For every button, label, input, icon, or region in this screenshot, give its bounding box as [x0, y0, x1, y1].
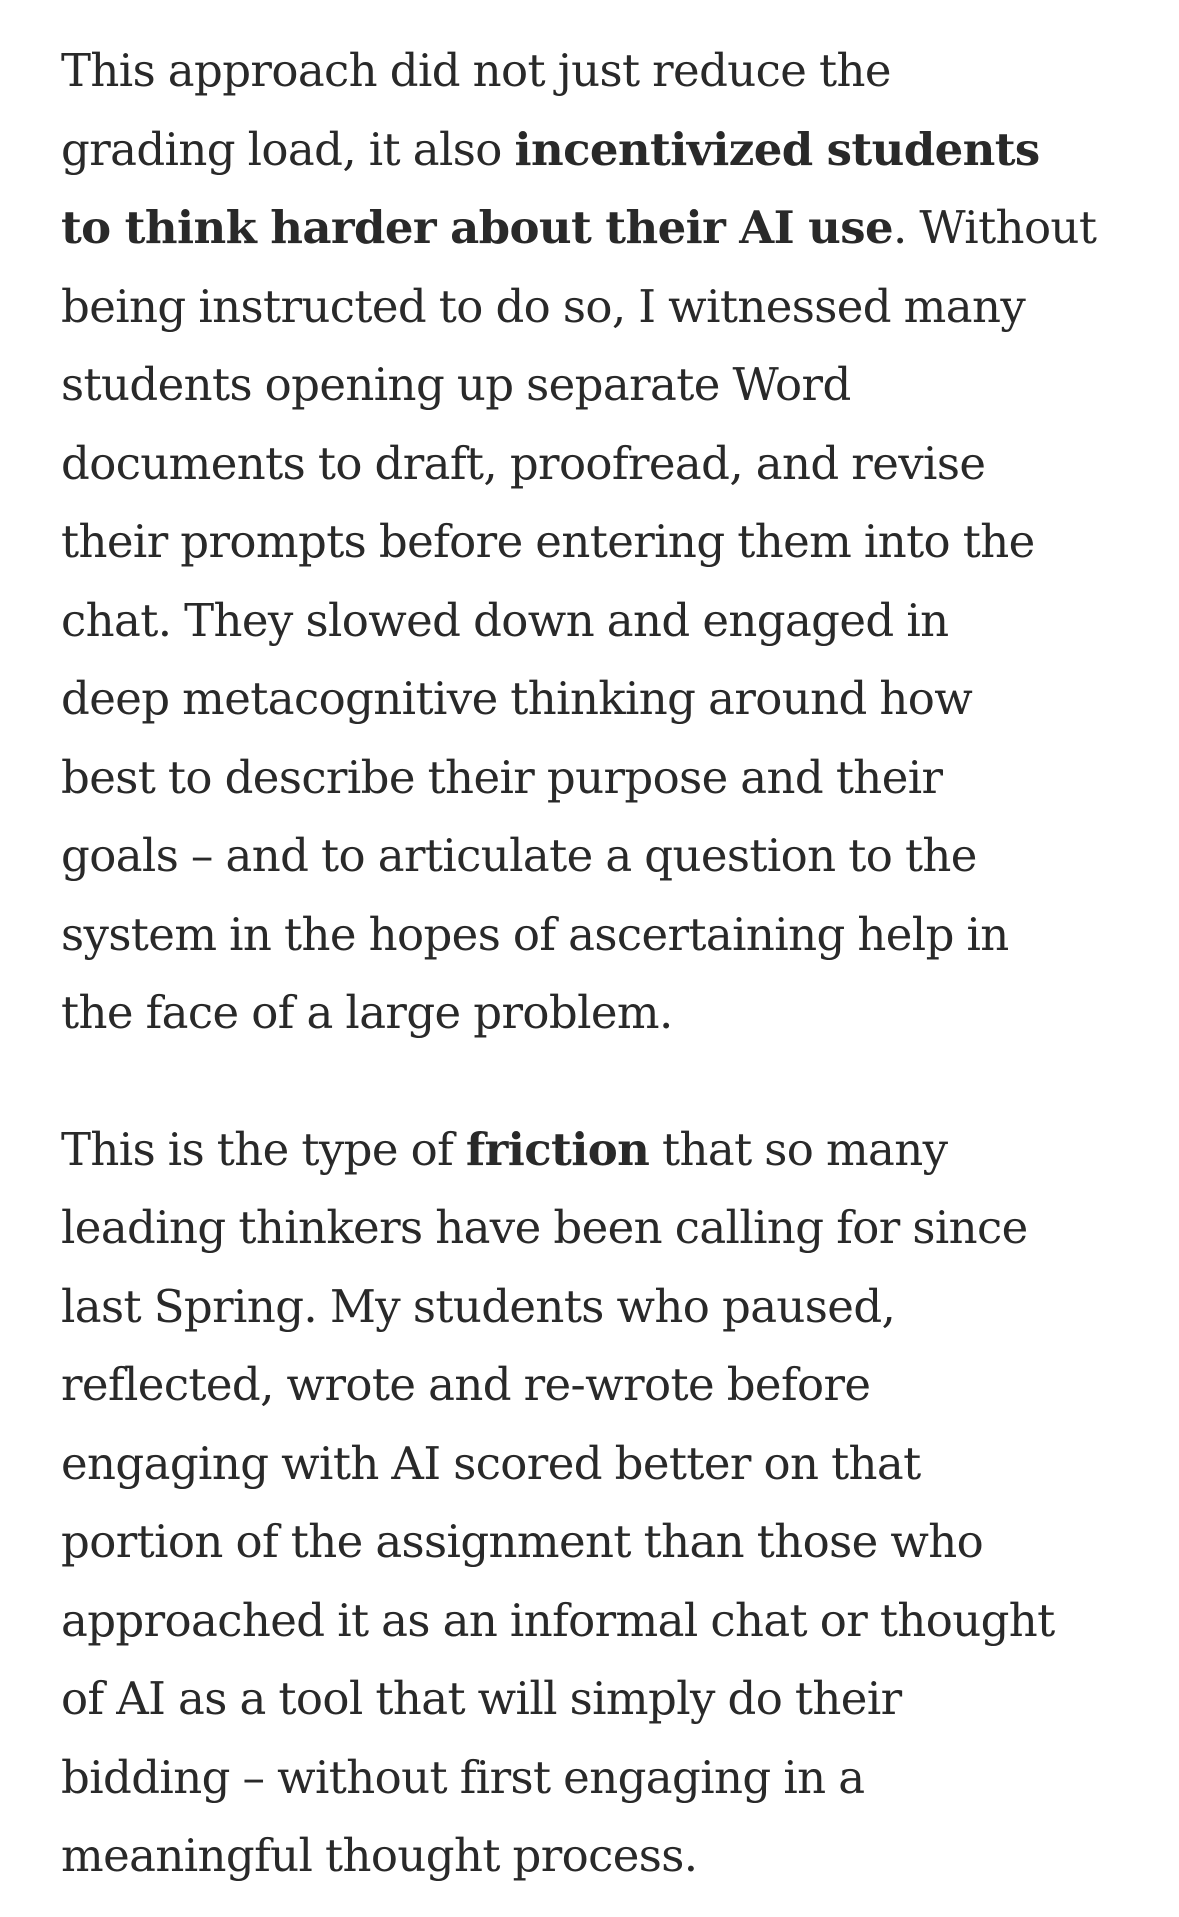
text-line — [61, 111, 1141, 190]
text-run: that so many — [649, 1122, 948, 1176]
text-line — [61, 503, 1141, 582]
text-line — [61, 346, 1141, 425]
text-run: leading thinkers have been calling for since — [61, 1201, 1028, 1254]
text-line — [61, 1582, 1141, 1661]
text-run: grading load, it also — [61, 122, 515, 176]
text-line — [61, 1268, 1141, 1347]
text-run: This is the type of — [61, 1122, 466, 1176]
text-run: system in the hopes of ascertaining help in — [61, 907, 1009, 961]
text-line — [61, 660, 1141, 739]
text-line — [61, 1346, 1141, 1425]
text-run: students opening up separate Word — [61, 358, 851, 411]
emphasis-text: to think harder about their AI use — [61, 201, 894, 254]
text-run: approached it as an informal chat or thought — [61, 1593, 1055, 1647]
text-run: the face of a large problem. — [61, 986, 673, 1039]
text-line — [61, 817, 1141, 896]
text-run: their prompts before entering them into the — [61, 515, 1035, 568]
text-line — [61, 1817, 1141, 1896]
text-run: meaningful thought process. — [61, 1829, 698, 1882]
text-line — [61, 32, 1141, 111]
text-run: being instructed to do so, I witnessed many — [61, 279, 1026, 333]
text-line — [61, 582, 1141, 661]
text-run: chat. They slowed down and engaged in — [61, 593, 949, 647]
text-line — [61, 1111, 1141, 1190]
text-run: engaging with AI scored better on that — [61, 1436, 921, 1490]
text-line — [61, 739, 1141, 818]
text-line — [61, 1425, 1141, 1504]
text-run: reflected, wrote and re-wrote before — [61, 1358, 871, 1411]
text-run: deep metacognitive thinking around how — [61, 672, 973, 725]
text-run: portion of the assignment than those who — [61, 1515, 984, 1568]
text-run: bidding – without first engaging in a — [61, 1750, 865, 1804]
article-body — [61, 32, 1141, 1896]
text-run: . Without — [893, 201, 1097, 254]
text-line — [61, 189, 1141, 268]
text-line — [61, 425, 1141, 504]
paragraph-friction — [61, 1111, 1141, 1896]
text-run: of AI as a tool that will simply do their — [61, 1672, 902, 1725]
text-line — [61, 974, 1141, 1053]
text-run: This approach did not just reduce the — [61, 44, 891, 97]
text-run: best to describe their purpose and their — [61, 750, 943, 804]
text-line — [61, 896, 1141, 975]
paragraph-ai-grading — [61, 32, 1141, 1053]
text-run: last Spring. My students who paused, — [61, 1279, 896, 1333]
text-line — [61, 268, 1141, 347]
text-line — [61, 1739, 1141, 1818]
text-line — [61, 1503, 1141, 1582]
emphasis-text: friction — [465, 1122, 650, 1176]
text-line — [61, 1660, 1141, 1739]
emphasis-text: incentivized students — [514, 122, 1040, 176]
text-line — [61, 1189, 1141, 1268]
text-run: goals – and to articulate a question to the — [61, 829, 977, 882]
text-run: documents to draft, proofread, and revise — [61, 436, 986, 490]
